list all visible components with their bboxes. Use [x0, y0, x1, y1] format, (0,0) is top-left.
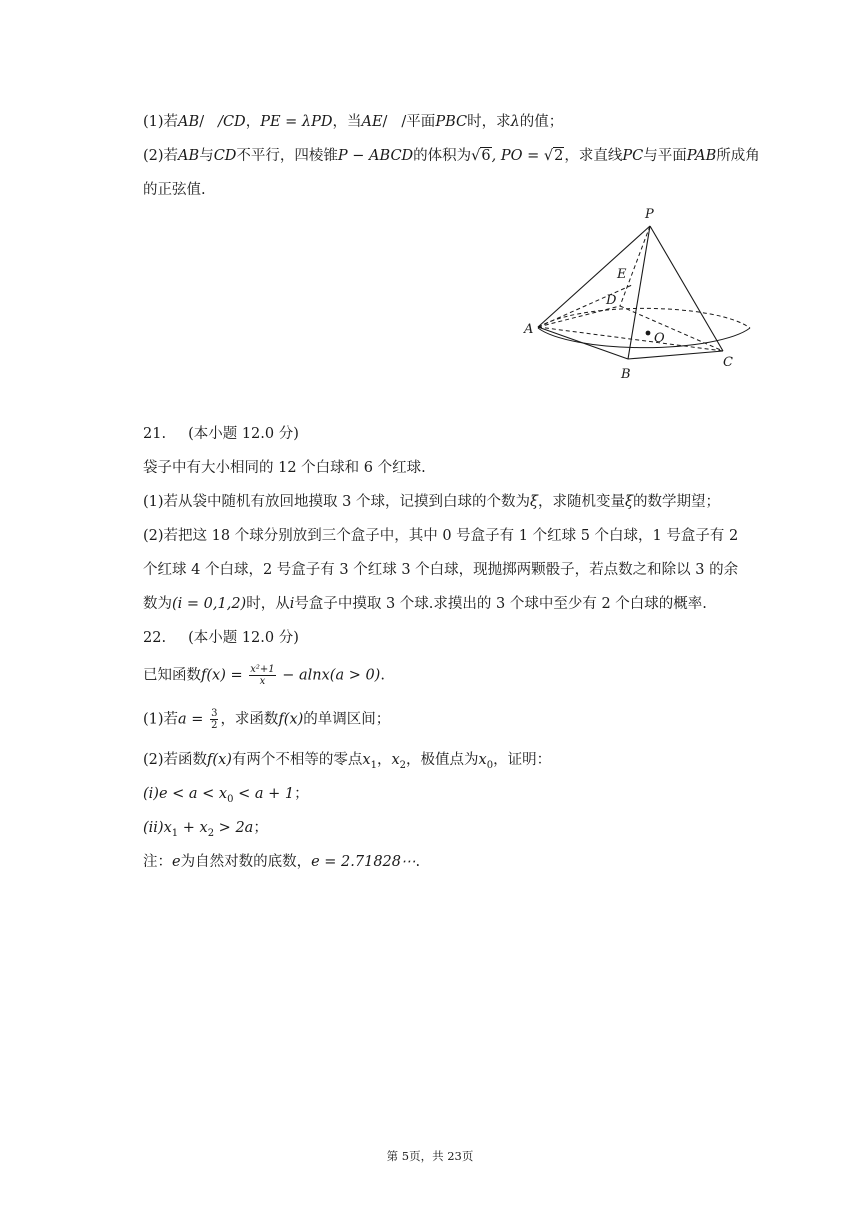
q21-header: 21. (本小题 12.0 分)	[143, 426, 299, 442]
q21-part1: (1)若从袋中随机有放回地摸取 3 个球，记摸到白球的个数为ξ，求随机变量ξ的数学期望；	[143, 494, 720, 510]
q20-part1: (1)若AB/ /CD，PE = λPD，当AE/ /平面PBC时，求λ的值；	[143, 114, 564, 130]
circle-back-dashed	[538, 308, 750, 328]
label-a: A	[524, 322, 534, 337]
q22-part2-i: $(i)e < a < x_0 < a + 1$；	[143, 786, 309, 805]
q20-part2: (2)若AB与CD不平行，四棱锥P − ABCD的体积为√6, PO = √2，求直线PC与平面PAB所成角	[143, 148, 760, 164]
q22-part2-ii: $(ii)x_1 + x_2 > 2a$；	[143, 820, 268, 839]
q21-intro: 袋子中有大小相同的 12 个白球和 6 个红球.	[143, 460, 426, 476]
label-c: C	[723, 355, 733, 370]
q21-part2-line3: 数为(i = 0,1,2)时，从i号盒子中摸取 3 个球.求摸出的 3 个球中至少有 2 个白球的概率.	[143, 596, 707, 612]
edge-bc	[628, 351, 723, 359]
q22-part1: (1)若a = $\frac{3}{2}$ ，求函数f(x)的单调区间；	[143, 708, 391, 731]
index-condition: (i = 0,1,2)	[172, 596, 247, 612]
center-point-o	[646, 331, 651, 336]
label-d: D	[606, 293, 617, 308]
edge-pd	[620, 226, 650, 306]
edge-ae	[538, 285, 632, 327]
fraction-three-halves: $\frac{3}{2}$	[211, 708, 218, 731]
q22-intro: 已知函数f(x) = $\frac{\text{x²+1}}{x}$ − alnx(a > 0).	[143, 664, 385, 687]
edge-ab	[538, 327, 628, 359]
page-footer: 第 5页，共 23页	[386, 1149, 474, 1163]
q22-note: 注：e为自然对数的底数，e = 2.71828⋯.	[143, 854, 421, 870]
label-e: E	[617, 267, 627, 282]
q22-header: 22. (本小题 12.0 分)	[143, 630, 299, 646]
q21-part2-line1: (2)若把这 18 个球分别放到三个盒子中，其中 0 号盒子有 1 个红球 5 个白球，1 号盒子有 2	[143, 528, 739, 544]
fraction-x2plus1-over-x: $\frac{\text{x²+1}}{x}$	[250, 664, 275, 687]
label-p: P	[645, 207, 654, 222]
q21-part2-line2: 个红球 4 个白球，2 号盒子有 3 个红球 3 个白球，现抛掷两颗骰子，若点数之和除以 3 的余	[143, 562, 739, 578]
q20-part2-cont: 的正弦值.	[143, 182, 206, 198]
label-o: O	[654, 331, 665, 346]
label-b: B	[621, 367, 631, 382]
pyramid-figure	[520, 200, 760, 390]
q22-part2: (2)若函数f(x)有两个不相等的零点$x_1$，$x_2$，极值点为$x_0$，证明：	[143, 752, 552, 771]
sqrt-six: √6	[471, 148, 491, 164]
sqrt-two: √2	[543, 148, 564, 164]
